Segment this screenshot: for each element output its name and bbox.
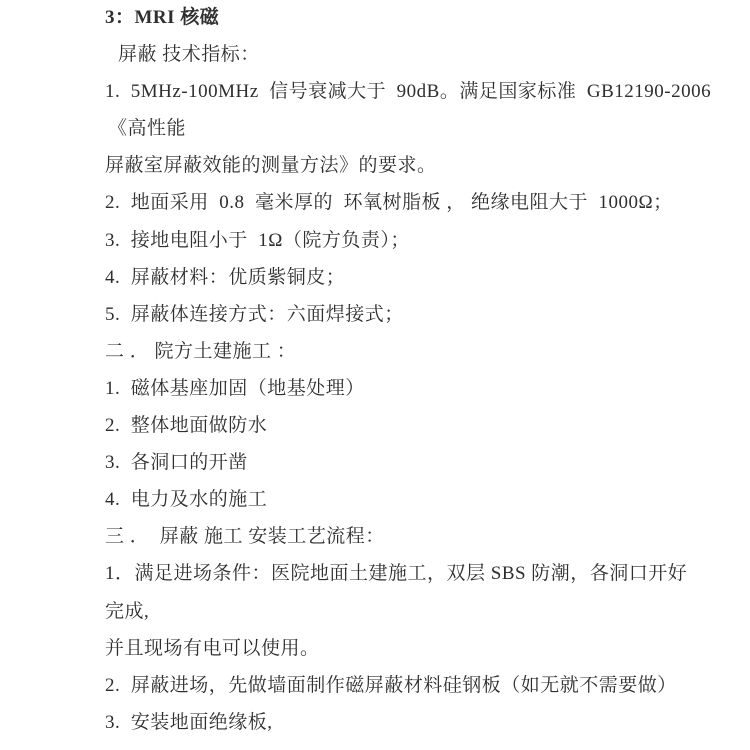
text-line: 屏蔽 技术指标： xyxy=(118,44,260,66)
text-line: 4. 屏蔽材料：优质紫铜皮； xyxy=(105,266,346,288)
text-line: 并且现场有电可以使用。 xyxy=(105,637,320,659)
text-line: 1. 5MHz-100MHz 信号衰减大于 90dB。满足国家标准 GB12190-2006 xyxy=(105,81,712,103)
text-line: 三 ． 屏蔽 施工 安装工艺流程： xyxy=(105,526,385,548)
text-line: 3. 接地电阻小于 1Ω（院方负责）； xyxy=(105,229,410,251)
document-heading: 3：MRI 核磁 xyxy=(105,7,220,28)
text-line: 2. 地面采用 0.8 毫米厚的 环氧树脂板 ， 绝缘电阻大于 1000Ω； xyxy=(105,192,673,214)
text-line: 3. 各洞口的开凿 xyxy=(105,452,248,474)
text-line: 4. 电力及水的施工 xyxy=(105,489,268,511)
text-line: 二 ． 院方土建施工 ： xyxy=(105,340,297,362)
text-line: 《高性能 xyxy=(108,118,187,140)
text-line: 屏蔽室屏蔽效能的测量方法》的要求。 xyxy=(105,155,437,177)
text-line: 2. 整体地面做防水 xyxy=(105,415,268,437)
text-line: 1．满足进场条件：医院地面土建施工，双层 SBS 防潮，各洞口开好 xyxy=(105,563,688,585)
text-line: 完成, xyxy=(105,600,150,622)
text-line: 5. 屏蔽体连接方式：六面焊接式； xyxy=(105,303,404,325)
text-line: 1. 磁体基座加固（地基处理） xyxy=(105,377,365,399)
text-line: 2. 屏蔽进场，先做墙面制作磁屏蔽材料硅钢板（如无就不需要做） xyxy=(105,674,677,696)
document-body xyxy=(105,0,712,741)
text-line: 3. 安装地面绝缘板, xyxy=(105,711,273,733)
